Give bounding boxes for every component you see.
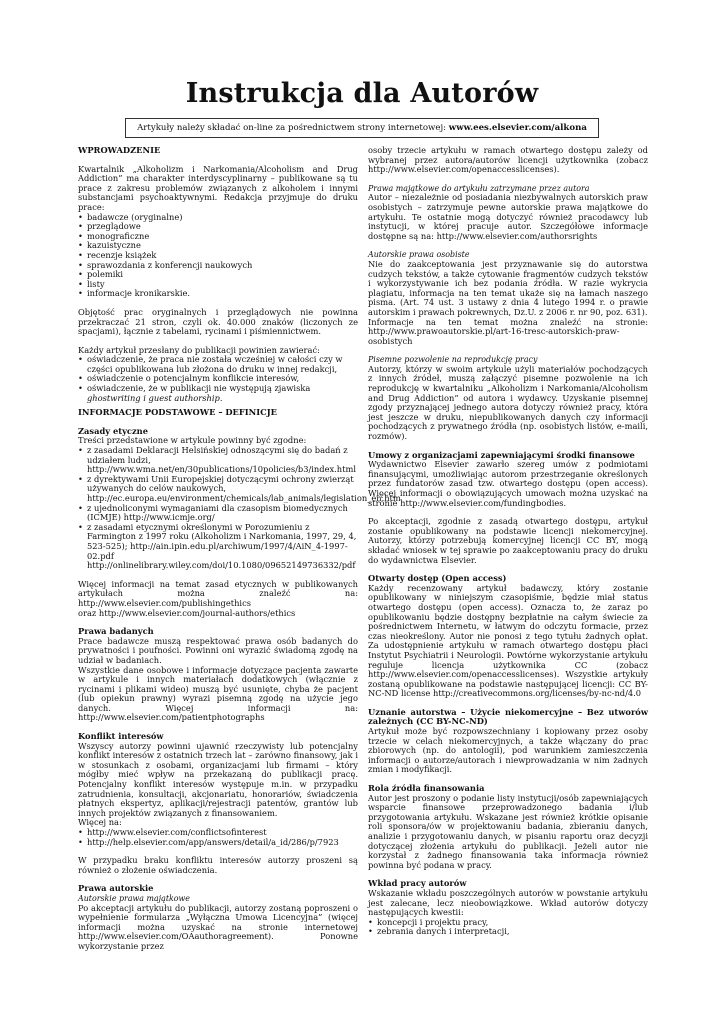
paragraph: Kwartalnik „Alkoholizm i Narkomania/Alcoholism and Drug Addiction” ma charakter interdyscyplinarny – publikowane są tu prace z zakresu problemów związanych z alkoholem i innymi substancjami psychoaktywnymi. Redakcja przyjmuje do druku prace: — [78, 163, 358, 212]
article-types-list — [78, 213, 358, 299]
paragraph: Po akceptacji, zgodnie z zasadą otwartego dostępu, artykuł zostanie opublikowany na podstawie licencji niekomercyjnej. Autorzy, którzy potrzebują komercyjnej licencji CC BY, mogą składać wniosek w tej sprawie po zaakceptowaniu pracy do druku do wydawnictwa Elsevier. — [368, 516, 648, 565]
list-item: • badawcze (oryginalne) — [87, 213, 358, 223]
right-column — [368, 146, 648, 937]
subsection-subheading: Autorskie prawa majątkowe — [78, 893, 190, 903]
list-item: • oświadczenie, że praca nie została wcześniej w całości czy w części opublikowana lub złożona do druku w innej redakcji, — [87, 355, 358, 374]
paragraph: Wszyscy autorzy powinni ujawnić rzeczywisty lub potencjalny konflikt interesów z ostatnich trzech lat – zarówno finansowy, jak i w stosunkach z osobami, organizacjami lub firmami – który mógłby mieć wpływ na przekazaną do publikacji pracę. Potencjalny konflikt interesów występuje m.in. w przypadku zatrudnienia, konsultacji, akcjonariatu, honorariów, świadczenia płatnych ekspertyz, aplikacji/rejestracji patentów, grantów lub innych projektów związanych z finansowaniem. — [78, 740, 358, 818]
paragraph: Informacje na ten temat można znaleźć na stronie: http://www.prawoautorskie.pl/art-16-tresc-autorskich-praw-osobistych — [368, 316, 648, 346]
subsection-heading: Prawa badanych — [78, 626, 154, 637]
list-item: • z zasadami etycznymi określonymi w Porozumieniu z Farmington z 1997 roku (Alkoholizm i Narkomania, 1997, 29, 4, 523-525); http://ain.ipin.edu.pl/archiwum/1997/4/AiN_4-1997-02.pdf http://onlinelibrary.wiley.com/doi/10.1080/09652149736332/pdf — [87, 523, 358, 571]
subsection-heading: Prawa autorskie — [78, 883, 154, 894]
paragraph: Wskazanie wkładu poszczególnych autorów w powstanie artykułu jest zalecane, lecz nieobowiązkowe. Wkład autorów dotyczy następujących kwestii: — [368, 887, 648, 918]
paragraph: Nie do zaakceptowania jest przyznawanie się do autorstwa cudzych tekstów, a także cytowanie fragmentów cudzych tekstów i wykorzystywanie ich bez podania źródła. W razie wykrycia plagiatu, informacja na ten temat ukaże się na łamach naszego pisma. (Art. 74 ust. 3 ustawy z dnia 4 lutego 1994 r. o prawie autorskim i prawach pokrewnych, Dz.U. z 2006 r. nr 90, poz. 631). — [368, 258, 648, 317]
subsection-subheading: Autorskie prawa osobiste — [368, 250, 470, 260]
conflict-links-list — [78, 828, 358, 847]
paragraph: Autor – niezależnie od posiadania niezbywalnych autorskich praw osobistych – zatrzymuje pewne autorskie prawa majątkowe do artykułu. Te ostatnie mogą dotyczyć również pracodawcy lub instytucji, w której pracuje autor. Szczegółowe informacje dostępne są na: http://www.elsevier.com/authorsrights — [368, 192, 648, 241]
paragraph: Każdy artykuł przesłany do publikacji powinien zawierać: — [78, 344, 320, 355]
list-item-italic: ghostwriting i guest authorship — [87, 392, 220, 403]
section-heading: WPROWADZENIE — [78, 145, 161, 155]
paragraph: Wszystkie dane osobowe i informacje dotyczące pacjenta zawarte w artykule i innych materiałach dodatkowych (włącznie z rycinami i plikami wideo) muszą być usunięte, chyba że pacjent (lub opiekun prawny) wyrazi pisemną zgodę na użycie jego danych. Więcej informacji na: http://www.elsevier.com/patientphotographs — [78, 664, 358, 723]
list-item: • z dyrektywami Unii Europejskiej dotyczącymi ochrony zwierząt używanych do celów naukowych, http://ec.europa.eu/environment/chemicals/lab_animals/legislation_en.htm — [87, 475, 358, 504]
list-item: • zebrania danych i interpretacji, — [377, 927, 648, 937]
subsection-heading: Umowy z organizacjami zapewniającymi środki finansowe — [368, 449, 635, 460]
list-item: • monograficzne — [87, 232, 358, 242]
paragraph: oraz http://www.elsevier.com/journal-authors/ethics — [78, 607, 296, 618]
paragraph: Więcej informacji na temat zasad etycznych w publikowanych artykułach można znaleźć na: http://www.elsevier.com/publishingethics — [78, 578, 358, 608]
list-item: • koncepcji i projektu pracy, — [377, 918, 648, 928]
subsection-heading: Uznanie autorstwa – Użycie niekomercyjne – Bez utworów zależnych (CC BY-NC-ND) — [368, 706, 648, 727]
list-item: • informacje kronikarskie. — [87, 289, 358, 299]
list-item: • recenzje książek — [87, 251, 358, 261]
subsection-subheading: Pisemne pozwolenie na reprodukcję pracy — [368, 355, 538, 365]
subsection-subheading: Prawa majątkowe do artykułu zatrzymane przez autora — [368, 183, 590, 193]
left-column — [78, 145, 401, 952]
page-title: Instrukcja dla Autorów — [185, 78, 539, 109]
paragraph: Artykuł może być rozpowszechniany i kopiowany przez osoby trzecie w celach niekomercyjnych, a także włączany do prac zbiorowych (np. do antologii), pod warunkiem zamieszczenia informacji o autorze/autorach i niewprowadzania w nim żadnych zmian i modyfikacji. — [368, 726, 648, 775]
list-item: • oświadczenie o potencjalnym konflikcie interesów, — [87, 374, 358, 384]
paragraph: Autor jest proszony o podanie listy instytucji/osób zapewniających wsparcie finansowe przeprowadzonego badania i/lub przygotowania artykułu. Wskazane jest również krótkie opisanie roli sponsora/ów w projektowaniu badania, zbieraniu danych, analizie i przygotowaniu danych, w pisaniu raportu oraz decyzji dotyczącej złożenia artykułu do publikacji. Jeżeli autor nie korzystał z żadnego finansowania taka informacja również powinna być podana w pracy. — [368, 792, 648, 870]
paragraph: Treści przedstawione w artykule powinny być zgodne: — [78, 435, 307, 446]
submission-banner — [125, 118, 599, 138]
list-item: • polemiki — [87, 270, 358, 280]
subsection-heading: Rola źródła finansowania — [368, 783, 485, 794]
list-item: • listy — [87, 280, 358, 290]
paragraph: osoby trzecie artykułu w ramach otwartego dostępu zależy od wybranej przez autora/autorów licencji użytkownika (zobacz http://www.elsevier.com/openaccesslicenses). — [368, 145, 648, 175]
paragraph: Autorzy, którzy w swoim artykule użyli materiałów pochodzących z innych źródeł, muszą załączyć pisemne pozwolenie na ich reprodukcję w kwartalniku „Alkoholizm i Narkomania/Alcoholism and Drug Addiction” od autora i wydawcy. Uzyskanie pisemnej zgody przyznającej jednego autora dotyczy również pracy, która jest jeszcze w druku, niepublikowanych danych czy informacji pochodzących z prywatnego źródła (np. osobistych listów, e-maili, rozmów). — [368, 363, 648, 442]
subsection-heading: Otwarty dostęp (Open access) — [368, 573, 507, 584]
list-item[interactable]: • http://help.elsevier.com/app/answers/detail/a_id/286/p/7923 — [87, 838, 358, 848]
subsection-heading: Konflikt interesów — [78, 731, 164, 742]
list-item: • z zasadami Deklaracji Helsińskiej odnoszącymi się do badań z udziałem ludzi, http://www.wma.net/en/30publications/10policies/b3/index.html — [87, 446, 358, 475]
banner-text: Artykuły należy składać on-line za pośrednictwem strony internetowej: — [137, 123, 449, 133]
list-item: • przeglądowe — [87, 222, 358, 232]
contribution-list — [368, 918, 648, 937]
list-item — [87, 384, 358, 403]
subsection-heading: Zasady etyczne — [78, 425, 148, 436]
submission-requirements-list — [78, 355, 358, 403]
paragraph: Prace badawcze muszą respektować prawa osób badanych do prywatności i poufności. Powinni oni wyrazić świadomą zgodę na udział w badaniach. — [78, 635, 358, 665]
paragraph: W przypadku braku konfliktu interesów autorzy proszeni są również o złożenie oświadczenia. — [78, 855, 358, 875]
list-item-text: oświadczenie, że w publikacji nie występują zjawiska — [87, 383, 311, 394]
paragraph: Po akceptacji artykułu do publikacji, autorzy zostaną poproszeni o wypełnienie formularza „Wyłączna Umowa Licencyjna” (więcej informacji można uzyskać na stronie internetowej http://www.elsevier.com/OAauthoragreement). Ponowne wykorzystanie przez — [78, 902, 358, 951]
list-item: • z ujednoliconymi wymaganiami dla czasopism biomedycznych (ICMJE) http://www.icmje.org/ — [87, 504, 358, 523]
section-heading: INFORMACJE PODSTAWOWE – DEFINICJE — [78, 407, 277, 418]
paragraph: Wydawnictwo Elsevier zawarło szereg umów z podmiotami finansującymi, umożliwiając autorom przestrzeganie określonych przez fundatorów zasad tzw. otwartego dostępu (open access). Więcej informacji o obowiązujących umowach można uzyskać na stronie http://www.elsevier.com/fundingbodies. — [368, 459, 648, 508]
list-item[interactable]: • http://www.elsevier.com/conflictsofinterest — [87, 828, 358, 838]
paragraph: Więcej na: — [78, 817, 122, 828]
list-item: • sprawozdania z konferencji naukowych — [87, 261, 358, 271]
ethics-list — [78, 445, 401, 571]
banner-url-link[interactable]: www.ees.elsevier.com/alkona — [448, 123, 587, 133]
list-item-end: . — [219, 392, 223, 403]
list-item: • kazuistyczne — [87, 241, 358, 251]
subsection-heading: Wkład pracy autorów — [368, 878, 467, 889]
paragraph: Każdy recenzowany artykuł badawczy, który zostanie opublikowany w niniejszym czasopiśmie, będzie miał status otwartego dostępu (open access). Oznacza to, że zaraz po opublikowaniu będzie dostępny bezpłatnie na całym świecie za pośrednictwem Internetu, w łatwym do odczytu formacie, przez czas nieokreślony. Autor nie ponosi z tego tytułu żadnych opłat. Za udostępnienie artykułu w ramach otwartego dostępu płaci Instytut Psychiatrii i Neurologii. Powtórne wykorzystanie artykułu reguluje licencja użytkownika CC (zobacz http://www.elsevier.com/openaccesslicenses). Wszystkie artykuły zostaną opublikowane na podstawie następującej licencji: CC BY-NC-ND license http://creativecommons.org/licenses/by-nc-nd/4.0 — [368, 582, 648, 699]
paragraph: Objętość prac oryginalnych i przeglądowych nie powinna przekraczać 21 stron, czyli ok. 40.000 znaków (liczonych ze spacjami), łącznie z tabelami, rycinami i piśmiennictwem. — [78, 306, 358, 337]
